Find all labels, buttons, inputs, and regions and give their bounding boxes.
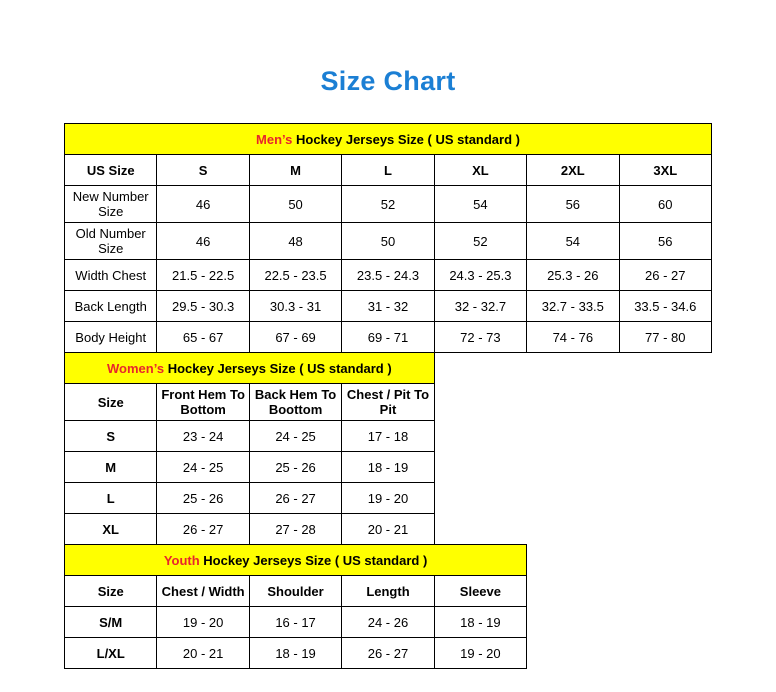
section-banner	[65, 545, 527, 576]
table-cell: 54	[527, 223, 619, 260]
table-cell: 19 - 20	[434, 638, 526, 669]
table-cell: 33.5 - 34.6	[619, 291, 711, 322]
section-banner-row	[65, 353, 712, 384]
row-label: M	[65, 452, 157, 483]
table-row	[65, 421, 712, 452]
section-banner	[65, 353, 435, 384]
section-banner-highlight: Men’s	[256, 131, 293, 147]
table-row	[65, 223, 712, 260]
table-cell: 50	[342, 223, 434, 260]
table-cell: 72 - 73	[434, 322, 526, 353]
section-banner-highlight: Youth	[163, 552, 200, 568]
table-cell: 18 - 19	[249, 638, 341, 669]
table-row	[65, 638, 712, 669]
column-header: L	[342, 155, 434, 186]
column-header: M	[249, 155, 341, 186]
section-banner-highlight: Women’s	[107, 360, 165, 376]
table-cell: 19 - 20	[342, 483, 434, 514]
section-banner	[65, 124, 712, 155]
row-label: Back Length	[65, 291, 157, 322]
page-title: Size Chart	[320, 66, 456, 96]
table-cell: 23.5 - 24.3	[342, 260, 434, 291]
section-banner-rest: Hockey Jerseys Size ( US standard )	[199, 552, 428, 568]
size-chart-table	[64, 123, 712, 669]
table-cell: 25 - 26	[249, 452, 341, 483]
row-label: XL	[65, 514, 157, 545]
table-cell: 46	[157, 223, 249, 260]
table-cell: 21.5 - 22.5	[157, 260, 249, 291]
row-label: New Number Size	[65, 186, 157, 223]
table-cell: 18 - 19	[434, 607, 526, 638]
column-header: S	[157, 155, 249, 186]
table-cell: 17 - 18	[342, 421, 434, 452]
table-cell: 25 - 26	[157, 483, 249, 514]
table-cell: 30.3 - 31	[249, 291, 341, 322]
column-header: Sleeve	[434, 576, 526, 607]
table-header-row	[65, 576, 712, 607]
table-cell: 69 - 71	[342, 322, 434, 353]
row-label: S/M	[65, 607, 157, 638]
column-header: Length	[342, 576, 434, 607]
row-label: S	[65, 421, 157, 452]
table-cell: 26 - 27	[157, 514, 249, 545]
section-banner-rest: Hockey Jerseys Size ( US standard )	[292, 131, 520, 147]
table-cell: 32 - 32.7	[434, 291, 526, 322]
table-cell: 24 - 25	[249, 421, 341, 452]
table-cell: 56	[619, 223, 711, 260]
section-banner-row	[65, 124, 712, 155]
table-cell: 60	[619, 186, 711, 223]
table-row	[65, 260, 712, 291]
row-label: Body Height	[65, 322, 157, 353]
table-cell: 65 - 67	[157, 322, 249, 353]
table-cell: 26 - 27	[619, 260, 711, 291]
column-header: Size	[65, 384, 157, 421]
table-cell: 19 - 20	[157, 607, 249, 638]
column-header: Chest / Pit To Pit	[342, 384, 434, 421]
table-cell: 26 - 27	[249, 483, 341, 514]
table-cell: 23 - 24	[157, 421, 249, 452]
row-label: Old Number Size	[65, 223, 157, 260]
row-label: Width Chest	[65, 260, 157, 291]
table-row	[65, 186, 712, 223]
column-header: US Size	[65, 155, 157, 186]
column-header: XL	[434, 155, 526, 186]
table-cell: 18 - 19	[342, 452, 434, 483]
table-header-row	[65, 384, 712, 421]
table-cell: 54	[434, 186, 526, 223]
table-cell: 77 - 80	[619, 322, 711, 353]
table-cell: 46	[157, 186, 249, 223]
table-row	[65, 322, 712, 353]
table-cell: 29.5 - 30.3	[157, 291, 249, 322]
column-header: 2XL	[527, 155, 619, 186]
table-cell: 74 - 76	[527, 322, 619, 353]
table-row	[65, 514, 712, 545]
row-label: L/XL	[65, 638, 157, 669]
section-banner-row	[65, 545, 712, 576]
table-cell: 24 - 25	[157, 452, 249, 483]
column-header: Shoulder	[249, 576, 341, 607]
table-cell: 16 - 17	[249, 607, 341, 638]
column-header: Chest / Width	[157, 576, 249, 607]
table-row	[65, 483, 712, 514]
table-cell: 52	[342, 186, 434, 223]
table-row	[65, 607, 712, 638]
table-cell: 27 - 28	[249, 514, 341, 545]
row-label: L	[65, 483, 157, 514]
size-tables-container	[64, 95, 712, 669]
column-header: Back Hem To Boottom	[249, 384, 341, 421]
table-cell: 32.7 - 33.5	[527, 291, 619, 322]
table-cell: 20 - 21	[157, 638, 249, 669]
table-cell: 31 - 32	[342, 291, 434, 322]
column-header: Front Hem To Bottom	[157, 384, 249, 421]
table-cell: 24.3 - 25.3	[434, 260, 526, 291]
table-row	[65, 291, 712, 322]
table-cell: 24 - 26	[342, 607, 434, 638]
section-banner-rest: Hockey Jerseys Size ( US standard )	[164, 360, 392, 376]
column-header: Size	[65, 576, 157, 607]
table-header-row	[65, 155, 712, 186]
table-cell: 22.5 - 23.5	[249, 260, 341, 291]
column-header: 3XL	[619, 155, 711, 186]
table-cell: 52	[434, 223, 526, 260]
table-cell: 26 - 27	[342, 638, 434, 669]
table-cell: 20 - 21	[342, 514, 434, 545]
table-cell: 67 - 69	[249, 322, 341, 353]
table-cell: 50	[249, 186, 341, 223]
table-cell: 56	[527, 186, 619, 223]
table-cell: 25.3 - 26	[527, 260, 619, 291]
table-cell: 48	[249, 223, 341, 260]
table-row	[65, 452, 712, 483]
